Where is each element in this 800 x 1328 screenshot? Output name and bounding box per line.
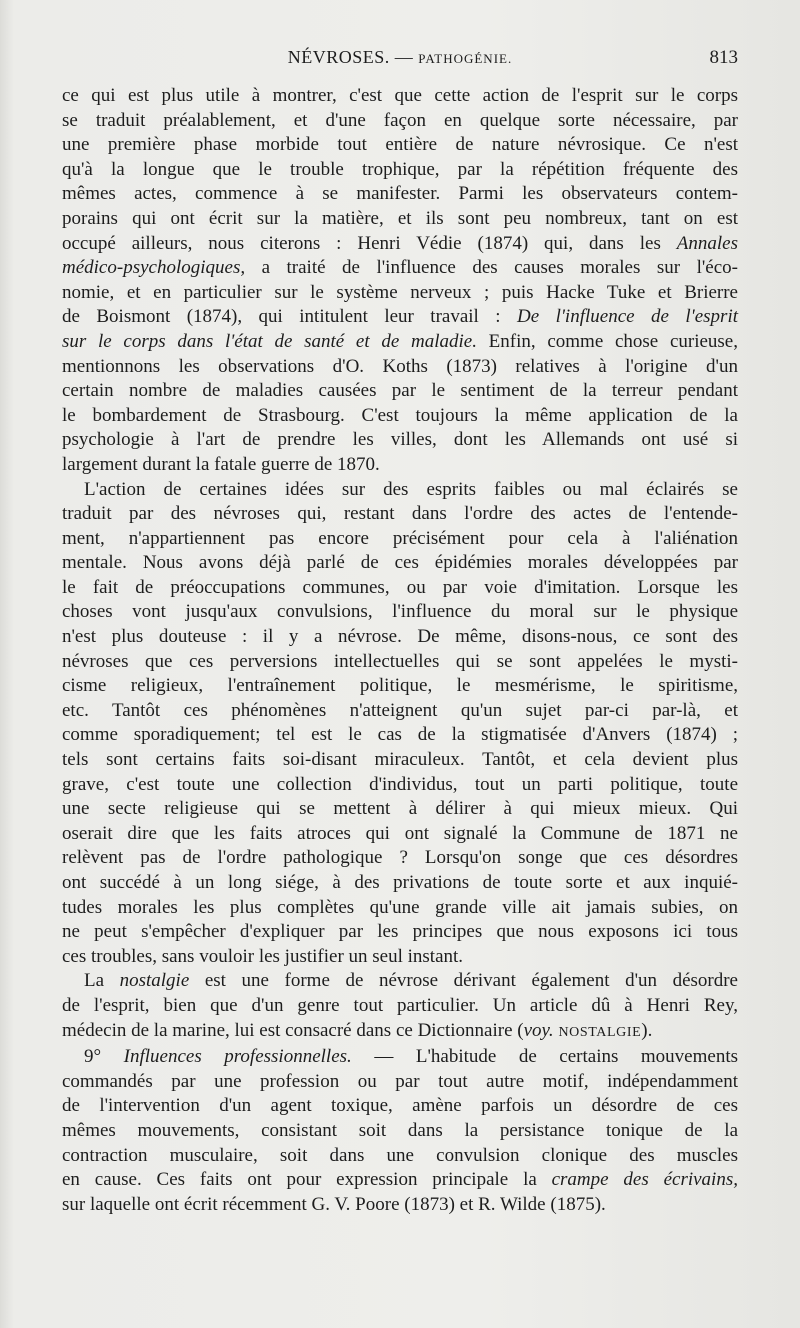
paragraph (62, 84, 738, 478)
text-line: choses vont jusqu'aux convulsions, l'influence du moral sur le physique (62, 601, 738, 623)
text-line: névroses que ces perversions intellectuelles qui se sont appelées le mysti- (62, 650, 738, 672)
running-header (62, 47, 738, 77)
header-title: NÉVROSES. (287, 47, 390, 67)
header-dash: — (394, 47, 414, 67)
text-line: 9° Influences professionnelles. — L'habitude de certains mouvements (84, 1046, 739, 1068)
text-line: certain nombre de maladies causées par le sentiment de la terreur pendant (62, 380, 738, 402)
text-line: ont succédé à un long siége, à des privations de toute sorte et aux inquié- (62, 872, 738, 893)
page-number: 813 (709, 47, 738, 68)
text-line: le bombardement de Strasbourg. C'est toujours la même application de la (62, 404, 738, 426)
text-line: tudes morales les plus complètes qu'une grande ville ait jamais subies, on (62, 896, 738, 918)
text-line: traduit par des névroses qui, restant dans l'ordre des actes de l'entende- (62, 503, 738, 525)
text-line: commandés par une profession ou par tout autre motif, indépendamment (62, 1070, 738, 1092)
text-line: mêmes actes, commence à se manifester. Parmi les observateurs contem- (62, 183, 738, 205)
text-line: grave, c'est toute une collection d'individus, tout un parti politique, toute (62, 773, 738, 795)
text-line: en cause. Ces faits ont pour expression principale la crampe des écrivains, (62, 1169, 738, 1191)
text-line: tels sont certains faits soi-disant miraculeux. Tantôt, et cela devient plus (62, 749, 738, 771)
body-text (62, 84, 738, 1217)
text-line: comme sporadiquement; tel est le cas de la stigmatisée d'Anvers (1874) ; (62, 724, 738, 746)
text-line: de l'esprit, bien que d'un genre tout particulier. Un article dû à Henri Rey, (62, 994, 738, 1016)
text-line: médecin de la marine, lui est consacré dans ce Dictionnaire (voy. NOSTALGIE). (62, 1019, 653, 1041)
text-line: mêmes mouvements, consistant soit dans la persistance tonique de la (62, 1119, 738, 1141)
text-line: le fait de préoccupations communes, ou par voie d'imitation. Lorsque les (62, 576, 738, 598)
text-line: n'est plus douteuse : il y a névrose. De même, disons-nous, ce sont des (62, 626, 738, 648)
text-line: largement durant la fatale guerre de 1870. (62, 453, 380, 475)
text-line: mentale. Nous avons déjà parlé de ces épidémies morales développées par (62, 552, 738, 574)
paragraph (62, 969, 738, 1045)
paragraph (62, 1045, 738, 1217)
text-line: relèvent pas de l'ordre pathologique ? Lorsqu'on songe que ces désordres (62, 847, 738, 869)
text-line: contraction musculaire, soit dans une convulsion clonique des muscles (62, 1144, 738, 1166)
text-line: qu'à la longue que le trouble trophique, par la répétition fréquente des (62, 158, 738, 180)
text-line: mentionnons les observations d'O. Koths (1873) relatives à l'origine d'un (62, 355, 738, 377)
text-line: de l'intervention d'un agent toxique, amène parfois un désordre de ces (62, 1095, 738, 1117)
header-subtitle: PATHOGÉNIE. (418, 51, 513, 66)
text-line: une secte religieuse qui se mettent à délirer à qui mieux mieux. Qui (62, 798, 738, 820)
text-line: psychologie à l'art de prendre les villes, dont les Allemands ont usé si (62, 429, 738, 451)
text-line: se traduit préalablement, et d'une façon en quelque sorte nécessaire, par (62, 109, 738, 131)
text-line: La nostalgie est une forme de névrose dérivant également d'un désordre (84, 970, 738, 992)
text-line: oserait dire que les faits atroces qui ont signalé la Commune de 1871 ne (62, 822, 738, 844)
text-line: sur laquelle ont écrit récemment G. V. Poore (1873) et R. Wilde (1875). (62, 1193, 606, 1215)
text-line: sur le corps dans l'état de santé et de maladie. Enfin, comme chose curieuse, (62, 330, 738, 352)
text-line: ce qui est plus utile à montrer, c'est que cette action de l'esprit sur le corps (62, 85, 738, 106)
text-line: occupé ailleurs, nous citerons : Henri Védie (1874) qui, dans les Annales (62, 232, 738, 254)
text-line: etc. Tantôt ces phénomènes n'atteignent qu'un sujet par-ci par-là, et (62, 699, 738, 721)
text-line: cisme religieux, l'entraînement politique, le mesmérisme, le spiritisme, (62, 675, 738, 697)
text-line: ne peut s'empêcher d'expliquer par les principes que nous exposons ici tous (62, 921, 738, 943)
text-line: une première phase morbide tout entière de nature névrosique. Ce n'est (62, 134, 738, 156)
text-line: ment, n'appartiennent pas encore précisément pour cela à l'aliénation (62, 527, 738, 549)
paragraph (62, 478, 738, 970)
text-line: ces troubles, sans vouloir les justifier un seul instant. (62, 945, 464, 967)
text-line: médico-psychologiques, a traité de l'influence des causes morales sur l'éco- (62, 257, 738, 279)
text-line: L'action de certaines idées sur des esprits faibles ou mal éclairés se (84, 478, 738, 500)
text-line: nomie, et en particulier sur le système nerveux ; puis Hacke Tuke et Brierre (62, 281, 738, 303)
text-line: de Boismont (1874), qui intitulent leur travail : De l'influence de l'esprit (62, 306, 739, 328)
text-line: porains qui ont écrit sur la matière, et ils sont peu nombreux, tant on est (62, 207, 738, 229)
running-title (62, 47, 738, 68)
